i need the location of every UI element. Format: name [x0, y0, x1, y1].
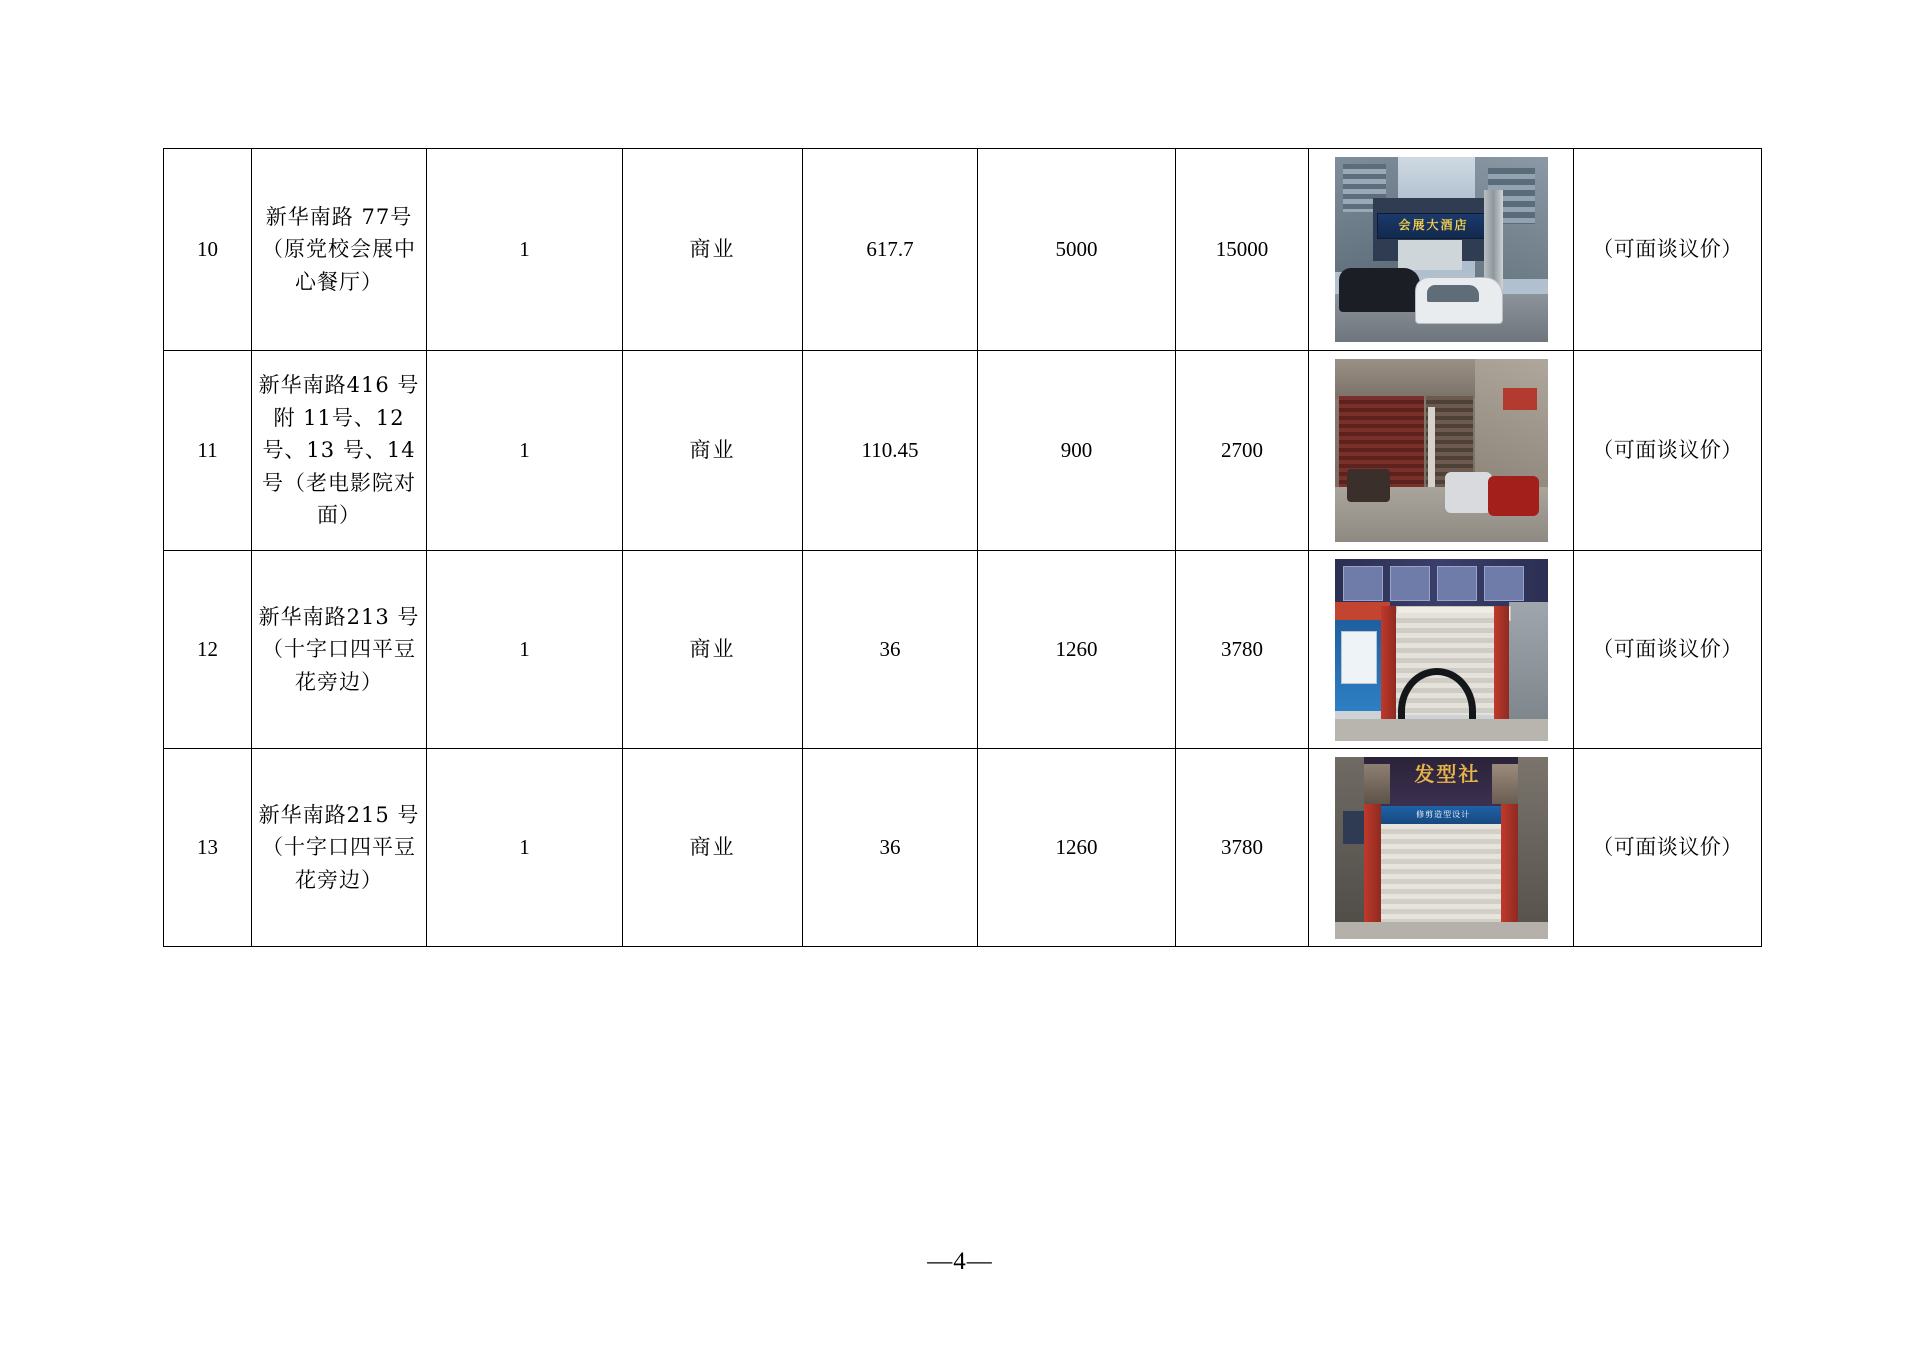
row-photo-cell	[1309, 551, 1574, 749]
row-price: 5000	[978, 149, 1176, 351]
row-photo-cell	[1309, 149, 1574, 351]
table-row	[164, 551, 1762, 749]
row-count: 1	[427, 351, 623, 551]
page-footer: —4—	[927, 1248, 993, 1275]
row-photo-cell	[1309, 749, 1574, 947]
row-note: （可面谈议价）	[1574, 551, 1762, 749]
row-count: 1	[427, 749, 623, 947]
row-index: 11	[164, 351, 252, 551]
photo-hair-salon	[1335, 757, 1548, 939]
row-area: 36	[803, 551, 978, 749]
row-type: 商业	[623, 749, 803, 947]
row-price: 1260	[978, 551, 1176, 749]
row-index: 10	[164, 149, 252, 351]
table-row	[164, 149, 1762, 351]
row-address: 新华南路 77号（原党校会展中心餐厅）	[252, 149, 427, 351]
row-area: 36	[803, 749, 978, 947]
row-address: 新华南路416 号附 11号、12 号、13 号、14 号（老电影院对面）	[252, 351, 427, 551]
table-row	[164, 351, 1762, 551]
row-area: 110.45	[803, 351, 978, 551]
row-price: 1260	[978, 749, 1176, 947]
photo-sign-label: 会展大酒店	[1398, 218, 1469, 233]
row-type: 商业	[623, 149, 803, 351]
row-index: 13	[164, 749, 252, 947]
photo-shop-headphones	[1335, 559, 1548, 741]
row-area: 617.7	[803, 149, 978, 351]
row-type: 商业	[623, 551, 803, 749]
row-index: 12	[164, 551, 252, 749]
property-listing-table	[163, 148, 1762, 947]
row-address: 新华南路215 号（十字口四平豆花旁边）	[252, 749, 427, 947]
row-count: 1	[427, 551, 623, 749]
row-total: 2700	[1176, 351, 1309, 551]
row-total: 3780	[1176, 551, 1309, 749]
table-row	[164, 749, 1762, 947]
row-total: 15000	[1176, 149, 1309, 351]
row-note: （可面谈议价）	[1574, 149, 1762, 351]
row-note: （可面谈议价）	[1574, 351, 1762, 551]
row-note: （可面谈议价）	[1574, 749, 1762, 947]
row-photo-cell	[1309, 351, 1574, 551]
photo-sign-label: 发型社	[1414, 762, 1481, 787]
photo-hotel-street	[1335, 157, 1548, 342]
photo-subsign-label: 修剪造型设计	[1416, 809, 1471, 819]
row-type: 商业	[623, 351, 803, 551]
row-total: 3780	[1176, 749, 1309, 947]
row-address: 新华南路213 号（十字口四平豆花旁边）	[252, 551, 427, 749]
row-count: 1	[427, 149, 623, 351]
photo-shuttered-alley	[1335, 359, 1548, 542]
row-price: 900	[978, 351, 1176, 551]
